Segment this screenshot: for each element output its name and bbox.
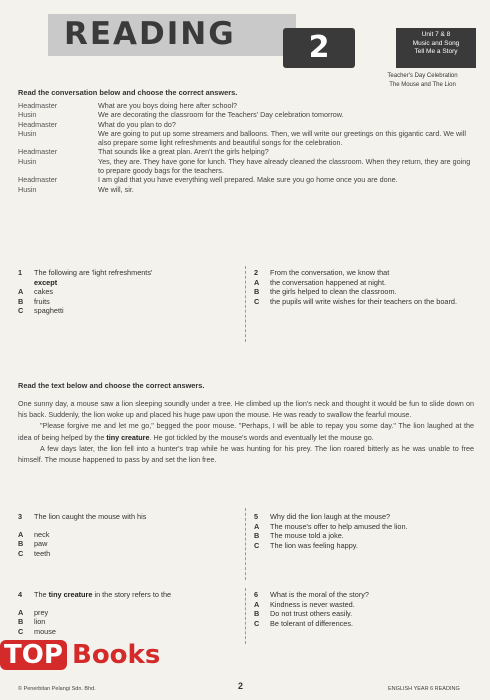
watermark-logo: TOP	[0, 640, 67, 670]
book-title: ENGLISH YEAR 6 READING	[388, 686, 460, 692]
question-stem-bold: tiny creature	[48, 590, 93, 599]
option-letter: C	[18, 626, 24, 636]
option-letter: C	[254, 296, 260, 306]
option-a[interactable]	[254, 278, 474, 288]
option-text: The mouse's offer to help amused the lion.	[270, 521, 408, 531]
option-text: Be tolerant of differences.	[270, 618, 354, 628]
option-letter: A	[254, 277, 260, 287]
option-text: cakes	[34, 287, 54, 297]
option-letter: C	[18, 548, 24, 558]
option-letter: C	[254, 540, 260, 550]
question-4	[18, 590, 240, 636]
question-number: 1	[18, 268, 23, 277]
option-c[interactable]	[254, 619, 474, 629]
instruction-1: Read the conversation below and choose the correct answers.	[18, 88, 238, 97]
dialogue-line	[18, 110, 476, 119]
option-letter: B	[254, 531, 260, 541]
page-number: 2	[238, 681, 244, 691]
question-number: 5	[254, 512, 259, 521]
story-passage	[18, 398, 474, 465]
dialogue-line	[18, 120, 476, 129]
option-c[interactable]	[18, 549, 240, 559]
option-c[interactable]	[18, 306, 240, 316]
option-text: spaghetti	[34, 306, 64, 316]
option-letter: B	[254, 609, 260, 619]
speech: That sounds like a great plan. Aren't the girls helping?	[98, 147, 269, 157]
watermark-text: Books	[72, 640, 161, 670]
speaker: Husin	[18, 110, 37, 120]
dialogue	[18, 101, 476, 194]
option-b[interactable]	[254, 609, 474, 619]
speaker: Husin	[18, 128, 37, 138]
speaker: Headmaster	[18, 119, 58, 129]
question-number: 6	[254, 590, 259, 599]
option-text: teeth	[34, 548, 51, 558]
paragraph-2-bold: tiny creature	[106, 432, 150, 442]
dialogue-line	[18, 147, 476, 156]
option-a[interactable]	[254, 600, 474, 610]
question-number: 2	[254, 268, 259, 277]
option-text: prey	[34, 607, 49, 617]
option-a[interactable]	[18, 530, 240, 540]
paragraph-3: A few days later, the lion fell into a hunter's trap while he was hunting for his prey. The lion roared bitterly as he was unable to free himself. The mouse happened to pass by and set the lion free.	[18, 443, 474, 465]
paragraph-2	[18, 420, 474, 442]
option-text: the girls helped to clean the classroom.	[270, 287, 397, 297]
speech: What are you boys doing here after school?	[98, 101, 238, 110]
option-c[interactable]	[254, 297, 474, 307]
instruction-2: Read the text below and choose the correct answers.	[18, 381, 205, 390]
speaker: Husin	[18, 184, 37, 194]
question-stem: The	[34, 590, 49, 599]
option-letter: C	[18, 306, 24, 316]
dialogue-line	[18, 185, 476, 194]
option-b[interactable]	[18, 617, 240, 627]
option-b[interactable]	[18, 539, 240, 549]
option-b[interactable]	[254, 531, 474, 541]
paragraph-2-part: "Please forgive me and let me go," begged the poor mouse. "Perhaps, I will be able to repay you some day." The lion laughed at the idea of being helped by the	[18, 421, 474, 442]
question-2	[254, 268, 474, 306]
topic-line: The Mouse and The Lion	[389, 82, 456, 88]
dialogue-line	[18, 175, 476, 184]
question-6	[254, 590, 474, 628]
unit-line: Unit 7 & 8	[421, 31, 451, 38]
speech: We are going to put up some streamers and balloons. Then, we will write our greetings on this gigantic card. We will also prepare some light refreshments and beautiful songs for the celebration.	[98, 128, 466, 148]
question-5	[254, 512, 474, 550]
topic-tags	[360, 72, 485, 90]
paragraph-1: One sunny day, a mouse saw a lion sleeping soundly under a tree. He climbed up the lion's neck and thought it would be fun to slide down on his back. Suddenly, the lion woke up and placed his huge paw upon the mouse. He was ready to swallow the fearful mouse.	[18, 399, 474, 420]
speaker: Husin	[18, 156, 37, 166]
speaker: Headmaster	[18, 101, 58, 110]
option-text: paw	[34, 539, 48, 549]
option-a[interactable]	[254, 522, 474, 532]
option-b[interactable]	[254, 287, 474, 297]
speech: I am glad that you have everything well prepared. Make sure you go home once you are done.	[98, 175, 398, 185]
unit-line: Tell Me a Story	[414, 48, 458, 55]
option-text: neck	[34, 529, 50, 539]
topic-line: Teacher's Day Celebration	[387, 73, 458, 79]
option-letter: A	[18, 607, 24, 617]
unit-box	[396, 28, 476, 68]
option-a[interactable]	[18, 608, 240, 618]
speech: We are decorating the classroom for the Teachers' Day celebration tomorrow.	[98, 110, 344, 120]
option-letter: B	[18, 539, 24, 549]
option-text: the conversation happened at night.	[270, 277, 387, 287]
option-text: The mouse told a joke.	[270, 531, 344, 541]
option-text: lion	[34, 617, 46, 627]
option-letter: B	[18, 296, 24, 306]
column-divider	[245, 588, 246, 644]
option-c[interactable]	[254, 541, 474, 551]
option-a[interactable]	[18, 287, 240, 297]
option-letter: A	[18, 529, 24, 539]
copyright: © Penerbitan Pelangi Sdn. Bhd.	[18, 686, 96, 692]
option-text: mouse	[34, 626, 56, 636]
option-letter: B	[18, 617, 24, 627]
option-letter: C	[254, 618, 260, 628]
question-number: 4	[18, 590, 23, 599]
page-title: READING	[64, 16, 236, 52]
question-stem-bold: except	[34, 277, 58, 287]
question-number: 3	[18, 512, 23, 521]
question-stem: What is the moral of the story?	[270, 590, 369, 599]
dialogue-line	[18, 129, 476, 148]
speaker: Headmaster	[18, 175, 58, 185]
option-letter: A	[18, 287, 24, 297]
dialogue-line	[18, 101, 476, 110]
question-stem: The lion caught the mouse with his	[34, 512, 147, 521]
question-1	[18, 268, 240, 316]
question-stem: in the story refers to the	[92, 590, 172, 599]
speaker: Headmaster	[18, 147, 58, 157]
option-text: Kindness is never wasted.	[270, 599, 355, 609]
question-stem: Why did the lion laugh at the mouse?	[270, 512, 391, 521]
section-number: 2	[283, 28, 355, 68]
option-text: fruits	[34, 296, 50, 306]
option-text: Do not trust others easily.	[270, 609, 353, 619]
speech: What do you plan to do?	[98, 119, 176, 129]
question-stem: From the conversation, we know that	[270, 268, 390, 277]
option-text: the pupils will write wishes for their teachers on the board.	[270, 296, 457, 306]
speech: Yes, they are. They have gone for lunch. They have already cleaned the classroom. When they return, they are going to prepare goody bags for the teachers.	[98, 156, 471, 176]
speech: We will, sir.	[98, 184, 134, 194]
option-text: The lion was feeling happy.	[270, 540, 358, 550]
option-letter: B	[254, 287, 260, 297]
dialogue-line	[18, 157, 476, 176]
option-b[interactable]	[18, 297, 240, 307]
question-3	[18, 512, 240, 558]
unit-line: Music and Song	[412, 39, 460, 47]
column-divider	[245, 508, 246, 580]
column-divider	[245, 266, 246, 342]
paragraph-2-part: . He got tickled by the mouse's words and eventually let the mouse go.	[149, 432, 374, 442]
option-letter: A	[254, 599, 260, 609]
option-letter: A	[254, 521, 260, 531]
option-c[interactable]	[18, 627, 240, 637]
question-stem: The following are 'light refreshments'	[34, 268, 153, 277]
